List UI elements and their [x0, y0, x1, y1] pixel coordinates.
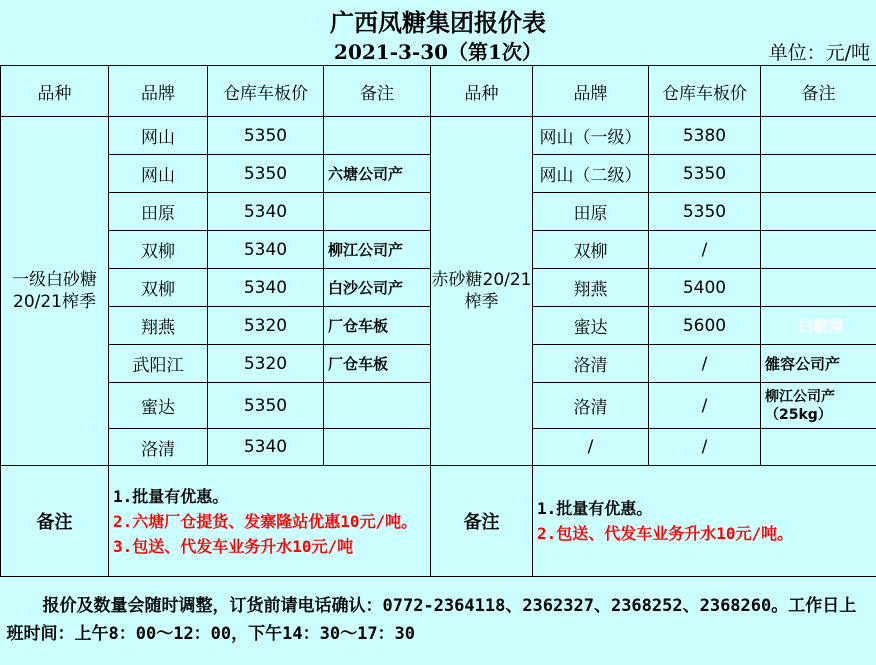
right-price: / — [649, 383, 761, 429]
left-brand: 翔燕 — [109, 307, 208, 345]
table-row — [1, 117, 876, 155]
left-price: 5350 — [208, 383, 324, 429]
col-header: 品牌 — [109, 66, 208, 117]
watermark: 白糖网 — [761, 307, 876, 345]
left-price: 5350 — [208, 117, 324, 155]
left-price: 5340 — [208, 269, 324, 307]
right-brand: 田原 — [533, 193, 649, 231]
right-price: 5350 — [649, 155, 761, 193]
col-header: 品种 — [1, 66, 109, 117]
left-price: 5320 — [208, 307, 324, 345]
left-note — [324, 429, 431, 466]
right-note: 柳江公司产（25kg） — [761, 383, 876, 429]
right-note — [761, 117, 876, 155]
col-header: 品牌 — [533, 66, 649, 117]
right-note — [761, 155, 876, 193]
right-note: 雒容公司产 — [761, 345, 876, 383]
left-price: 5340 — [208, 231, 324, 269]
remark-line: 3.包送、代发车业务升水10元/吨 — [113, 536, 354, 556]
left-category: 一级白砂糖20/21榨季 — [1, 117, 109, 466]
col-header: 备注 — [324, 66, 431, 117]
left-note: 厂仓车板 — [324, 345, 431, 383]
remarks-left — [109, 466, 431, 577]
left-brand: 蜜达 — [109, 383, 208, 429]
unit-label: 单位：元/吨 — [768, 42, 870, 64]
left-note — [324, 117, 431, 155]
right-price: / — [649, 429, 761, 466]
right-price: / — [649, 345, 761, 383]
left-brand: 洛清 — [109, 429, 208, 466]
remark-line: 1.批量有优惠。 — [113, 486, 229, 506]
right-price: 5400 — [649, 269, 761, 307]
remark-line: 1.批量有优惠。 — [537, 499, 653, 518]
right-brand: / — [533, 429, 649, 466]
remark-line: 2.六塘厂仓提货、发寨隆站优惠10元/吨。 — [113, 511, 418, 531]
col-header: 仓库车板价 — [649, 66, 761, 117]
footer-text — [1, 577, 876, 663]
remarks-label-right: 备注 — [431, 466, 533, 577]
right-note — [761, 231, 876, 269]
left-price: 5320 — [208, 345, 324, 383]
left-brand: 田原 — [109, 193, 208, 231]
header-row — [1, 66, 876, 117]
right-category: 赤砂糖20/21榨季 — [431, 117, 533, 466]
left-brand: 网山 — [109, 155, 208, 193]
right-price: 5350 — [649, 193, 761, 231]
left-brand: 武阳江 — [109, 345, 208, 383]
right-brand: 洛清 — [533, 383, 649, 429]
left-price: 5340 — [208, 429, 324, 466]
footer-row — [1, 577, 876, 663]
left-brand: 双柳 — [109, 269, 208, 307]
right-note — [761, 193, 876, 231]
remarks-row — [1, 466, 876, 577]
left-note — [324, 383, 431, 429]
right-brand: 网山（一级） — [533, 117, 649, 155]
right-price: 5600 — [649, 307, 761, 345]
left-brand: 网山 — [109, 117, 208, 155]
right-price: 5380 — [649, 117, 761, 155]
right-note — [761, 429, 876, 466]
col-header: 仓库车板价 — [208, 66, 324, 117]
left-note: 厂仓车板 — [324, 307, 431, 345]
left-price: 5350 — [208, 155, 324, 193]
left-price: 5340 — [208, 193, 324, 231]
right-price: / — [649, 231, 761, 269]
right-brand: 网山（二级） — [533, 155, 649, 193]
left-note: 白沙公司产 — [324, 269, 431, 307]
remark-line: 2.包送、代发车业务升水10元/吨。 — [537, 524, 794, 543]
right-note — [761, 269, 876, 307]
price-table — [0, 65, 876, 663]
right-brand: 蜜达 — [533, 307, 649, 345]
right-brand: 双柳 — [533, 231, 649, 269]
col-header: 品种 — [431, 66, 533, 117]
footer-content: 报价及数量会随时调整，订货前请电话确认：0772-2364118、2362327、2368252、2368260。工作日上班时间：上午8：00～12：00，下午14：30～17：30 — [6, 595, 857, 644]
left-note: 柳江公司产 — [324, 231, 431, 269]
col-header: 备注 — [761, 66, 876, 117]
left-note — [324, 193, 431, 231]
date-issue: 2021-3-30（第1次） — [334, 40, 542, 64]
right-brand: 翔燕 — [533, 269, 649, 307]
left-brand: 双柳 — [109, 231, 208, 269]
page-title: 广西凤糖集团报价表 — [330, 8, 546, 37]
left-note: 六塘公司产 — [324, 155, 431, 193]
remarks-label-left: 备注 — [1, 466, 109, 577]
right-brand: 洛清 — [533, 345, 649, 383]
remarks-right — [533, 466, 876, 577]
